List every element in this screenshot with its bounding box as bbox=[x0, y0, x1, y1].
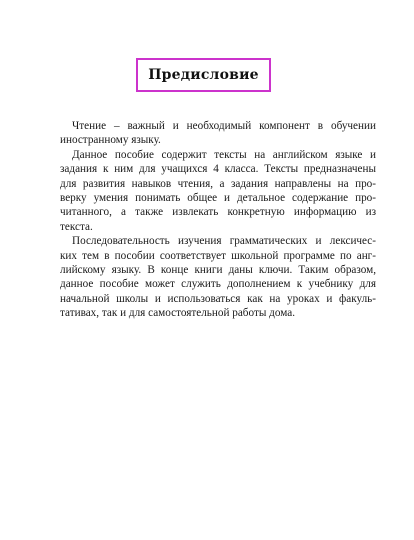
paragraph-2 bbox=[60, 148, 376, 234]
paragraph-line: Данное пособие содержит тексты на английском языке и bbox=[72, 148, 376, 161]
paragraph-line: верку умения понимать общее и детальное содержание про- bbox=[60, 192, 376, 205]
paragraph-line: иностранному языку. bbox=[60, 134, 161, 147]
paragraph-line: данное пособие может служить дополнением к учебнику для bbox=[60, 278, 376, 291]
preface-body bbox=[60, 119, 376, 321]
paragraph-line: задания к ним для учащихся 4 класса. Тексты предназначены bbox=[60, 163, 376, 176]
paragraph-line: читанного, а также извлекать конкретную информацию из bbox=[60, 206, 376, 219]
paragraph-3 bbox=[60, 234, 376, 320]
paragraph-line: для развития навыков чтения, а задания направлены на про- bbox=[60, 177, 376, 190]
paragraph-line: ких тем в пособии соответствует школьной программе по анг- bbox=[60, 249, 376, 262]
paragraph-line: лийскому языку. В конце книги даны ключи. Таким образом, bbox=[60, 264, 376, 277]
paragraph-1 bbox=[60, 119, 376, 148]
paragraph-line: текста. bbox=[60, 220, 93, 233]
paragraph-line: Чтение – важный и необходимый компонент в обучении bbox=[72, 120, 376, 132]
paragraph-line: тативах, так и для самостоятельной работы дома. bbox=[60, 307, 295, 320]
preface-title-frame bbox=[136, 58, 271, 92]
paragraph-line: начальной школы и использоваться как на уроках и факуль- bbox=[60, 292, 376, 305]
page-title: Предисловие bbox=[148, 67, 259, 83]
paragraph-line: Последовательность изучения грамматических и лексичес- bbox=[72, 235, 376, 248]
